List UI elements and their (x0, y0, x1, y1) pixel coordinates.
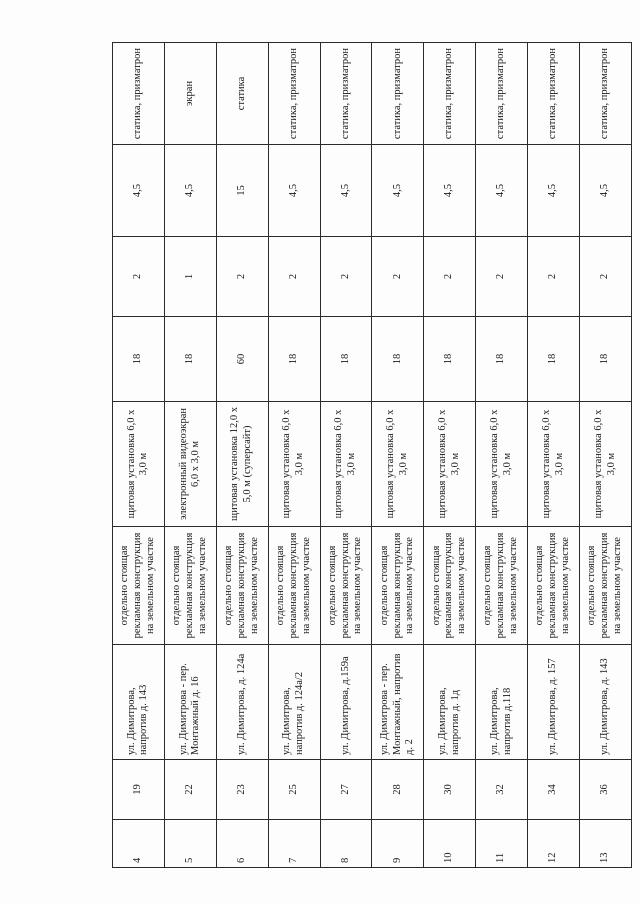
technology-cell: статика, призматрон (528, 43, 580, 145)
area-cell: 18 (580, 317, 632, 402)
structure-description-cell: щитовая установка 6,0 х 3,0 м (424, 402, 476, 527)
height-cell: 4,5 (424, 145, 476, 237)
structure-type-cell: отдельно стоящая рекламная конструкция на земельном участке (476, 527, 528, 645)
row-number-cell: 13 (580, 820, 632, 868)
height-cell: 4,5 (580, 145, 632, 237)
height-cell: 4,5 (476, 145, 528, 237)
row-number-cell: 9 (372, 820, 424, 868)
structure-number-cell: 34 (528, 760, 580, 820)
structure-number-cell: 30 (424, 760, 476, 820)
address-cell: ул. Димитрова, напротив д. 143 (113, 645, 165, 760)
address-cell: ул. Димитрова - пер. Монтажный д. 16 (164, 645, 216, 760)
structure-type-cell: отдельно стоящая рекламная конструкция на земельном участке (372, 527, 424, 645)
structure-type-cell: отдельно стоящая рекламная конструкция на земельном участке (424, 527, 476, 645)
table-row (164, 43, 216, 868)
sides-cell: 2 (216, 237, 268, 317)
area-cell: 18 (372, 317, 424, 402)
row-number-cell: 4 (113, 820, 165, 868)
sides-cell: 2 (372, 237, 424, 317)
row-number-cell: 10 (424, 820, 476, 868)
structure-type-cell: отдельно стоящая рекламная конструкция на земельном участке (113, 527, 165, 645)
area-cell: 18 (528, 317, 580, 402)
structure-number-cell: 28 (372, 760, 424, 820)
table-row (424, 43, 476, 868)
structure-number-cell: 32 (476, 760, 528, 820)
address-cell: ул. Димитрова, д. 143 (580, 645, 632, 760)
structure-number-cell: 23 (216, 760, 268, 820)
row-number-cell: 7 (268, 820, 320, 868)
table-row (580, 43, 632, 868)
advertising-structures-table (112, 42, 632, 868)
row-number-cell: 5 (164, 820, 216, 868)
address-cell: ул. Димитрова, напротив д. 1д (424, 645, 476, 760)
table-row (216, 43, 268, 868)
table-row (268, 43, 320, 868)
table-row (113, 43, 165, 868)
rotated-table-wrapper (112, 43, 632, 868)
address-cell: ул. Димитрова, д. 157 (528, 645, 580, 760)
structure-type-cell: отдельно стоящая рекламная конструкция на земельном участке (320, 527, 372, 645)
structure-number-cell: 27 (320, 760, 372, 820)
area-cell: 18 (320, 317, 372, 402)
structure-type-cell: отдельно стоящая рекламная конструкция на земельном участке (580, 527, 632, 645)
height-cell: 4,5 (268, 145, 320, 237)
table-row (476, 43, 528, 868)
structure-description-cell: щитовая установка 6,0 х 3,0 м (268, 402, 320, 527)
structure-number-cell: 19 (113, 760, 165, 820)
height-cell: 4,5 (164, 145, 216, 237)
height-cell: 4,5 (320, 145, 372, 237)
structure-description-cell: электронный видеоэкран 6,0 х 3,0 м (164, 402, 216, 527)
sides-cell: 1 (164, 237, 216, 317)
structure-number-cell: 22 (164, 760, 216, 820)
area-cell: 18 (476, 317, 528, 402)
structure-description-cell: щитовая установка 6,0 х 3,0 м (580, 402, 632, 527)
address-cell: ул. Димитрова, напротив д. 124а/2 (268, 645, 320, 760)
address-cell: ул. Димитрова - пер. Монтажный, напротив д. 2 (372, 645, 424, 760)
structure-type-cell: отдельно стоящая рекламная конструкция на земельном участке (528, 527, 580, 645)
table-row (528, 43, 580, 868)
structure-description-cell: щитовая установка 12,0 х 5,0 м (суперсайт) (216, 402, 268, 527)
address-cell: ул. Димитрова, д. 124а (216, 645, 268, 760)
area-cell: 18 (113, 317, 165, 402)
row-number-cell: 6 (216, 820, 268, 868)
row-number-cell: 11 (476, 820, 528, 868)
row-number-cell: 8 (320, 820, 372, 868)
sides-cell: 2 (320, 237, 372, 317)
sides-cell: 2 (424, 237, 476, 317)
height-cell: 15 (216, 145, 268, 237)
sides-cell: 2 (268, 237, 320, 317)
structure-description-cell: щитовая установка 6,0 х 3,0 м (476, 402, 528, 527)
technology-cell: статика, призматрон (476, 43, 528, 145)
structure-description-cell: щитовая установка 6,0 х 3,0 м (320, 402, 372, 527)
sides-cell: 2 (113, 237, 165, 317)
area-cell: 18 (164, 317, 216, 402)
technology-cell: статика, призматрон (424, 43, 476, 145)
technology-cell: статика, призматрон (113, 43, 165, 145)
structure-type-cell: отдельно стоящая рекламная конструкция на земельном участке (216, 527, 268, 645)
technology-cell: статика, призматрон (268, 43, 320, 145)
height-cell: 4,5 (372, 145, 424, 237)
address-cell: ул. Димитрова, д.159а (320, 645, 372, 760)
structure-number-cell: 25 (268, 760, 320, 820)
technology-cell: статика, призматрон (580, 43, 632, 145)
table-row (320, 43, 372, 868)
address-cell: ул. Димитрова, напротив д.118 (476, 645, 528, 760)
sides-cell: 2 (528, 237, 580, 317)
technology-cell: статика, призматрон (372, 43, 424, 145)
table-body (113, 43, 632, 868)
area-cell: 60 (216, 317, 268, 402)
structure-type-cell: отдельно стоящая рекламная конструкция на земельном участке (164, 527, 216, 645)
structure-number-cell: 36 (580, 760, 632, 820)
row-number-cell: 12 (528, 820, 580, 868)
area-cell: 18 (424, 317, 476, 402)
area-cell: 18 (268, 317, 320, 402)
sides-cell: 2 (580, 237, 632, 317)
structure-description-cell: щитовая установка 6,0 х 3,0 м (372, 402, 424, 527)
height-cell: 4,5 (528, 145, 580, 237)
table-row (372, 43, 424, 868)
structure-type-cell: отдельно стоящая рекламная конструкция на земельном участке (268, 527, 320, 645)
sides-cell: 2 (476, 237, 528, 317)
structure-description-cell: щитовая установка 6,0 х 3,0 м (528, 402, 580, 527)
technology-cell: экран (164, 43, 216, 145)
height-cell: 4,5 (113, 145, 165, 237)
technology-cell: статика, призматрон (320, 43, 372, 145)
technology-cell: статика (216, 43, 268, 145)
structure-description-cell: щитовая установка 6,0 х 3,0 м (113, 402, 165, 527)
